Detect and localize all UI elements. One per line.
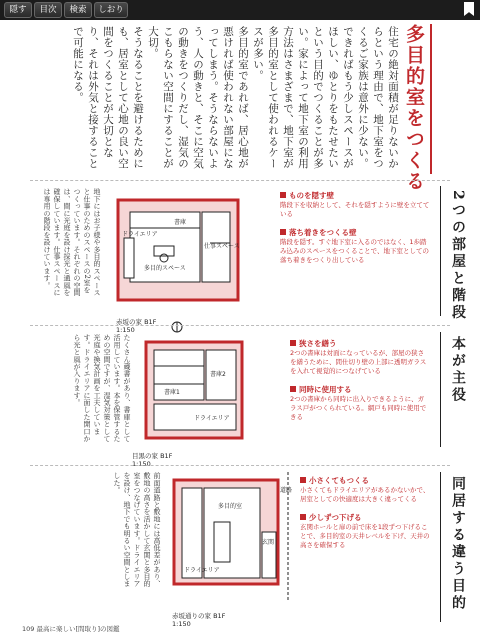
floor-plan-1	[110, 188, 260, 328]
note-body: 階段を隠す。すぐ地下室に入るのではなく、1歩踏み込みのスペースをつくることで、地下室としての落ち着きをつくり出している	[280, 238, 430, 264]
plan-caption-3	[172, 612, 225, 628]
plan3-room-label: ドライエリア	[184, 567, 220, 574]
plan2-title: 目黒の家 B1F	[132, 452, 173, 460]
page-title: 多目的室をつくる	[403, 24, 425, 192]
note-title: 同時に使用する	[290, 384, 430, 395]
section-rule	[440, 186, 441, 316]
divider	[30, 180, 450, 181]
plan1-scale: 1:150	[116, 326, 135, 334]
plan1-room-label: 仕事スペース	[204, 243, 240, 250]
reader-toolbar	[0, 0, 480, 20]
note-title: ものを隠す壁	[280, 190, 430, 201]
plan-caption-1	[116, 318, 156, 334]
intro-paragraph-2: 多目的室であれば、居心地が悪ければ使われない部屋になってしまう。そうならないよう、人の動きと、そこに空気の動きをつくりだし、湿気のこもらない空間にすることが大切。	[147, 26, 249, 169]
section-body-3: 前面道路と敷地には高低差があり、敷地の高さを活かして玄関と多目的室をつなげています。ドライエリアを設け、地下でも明るい空間としました。	[113, 472, 161, 588]
plan3-title: 赤坂通りの家 B1F	[172, 612, 226, 620]
section-rule	[440, 332, 441, 447]
intro-paragraph-3: そうなることを避けるためにも、居室として心地の良い空間をつくることが大切となり、それは外気と接すること で可能になる。	[72, 26, 144, 169]
book-page	[0, 20, 480, 640]
section-heading-1: 2つの部屋と階段	[450, 190, 466, 322]
note-title: 狭さを繕う	[290, 338, 430, 349]
heading-rule	[430, 24, 432, 174]
plan1-room-label: 多目的スペース	[144, 265, 186, 272]
section-body-1: 地下にはお子様や多目的スペースと仕事のためのスペースの2室をつくっています。それぞれの空間は、間に光庭を設け採光と通風を確保しています。仕事スペースには専用の階段を設けています。	[43, 188, 101, 296]
plan2-room-label: 書庫1	[164, 389, 180, 396]
plan2-room-label: 書庫2	[210, 371, 226, 378]
bookmark-button[interactable]: しおり	[94, 2, 128, 18]
plan3-room-label: 道路	[280, 487, 293, 494]
plan2-scale: 1:150	[132, 460, 151, 468]
note-title: 落ち着きをつくる壁	[280, 227, 430, 238]
plan3-room-label: 玄関	[262, 539, 275, 546]
plan1-room-label: ドライエリア	[122, 231, 158, 238]
divider	[30, 465, 450, 466]
note-body: 2つの書庫は対面になっているが、部屋の狭さを繕うために、間仕切り壁の上部に透明ガラスを入れて視覚的につなげている	[290, 349, 427, 375]
section-heading-3: 同居する違う目的	[450, 476, 466, 612]
section-rule	[440, 472, 441, 622]
notes-1	[280, 190, 430, 273]
note-body: 階段下を収納として、それを隠すように壁を立てている	[280, 201, 430, 218]
hide-button[interactable]: 隠す	[4, 2, 32, 18]
plan3-room-label: 多目的室	[218, 503, 243, 510]
floor-plan-3	[168, 472, 298, 612]
intro-paragraph-1: 住宅の絶対面積が足りないからという理由で、地下室をつくるご家族は意外に少ない。できればもう少しスペースがほしい、ゆとりをもたせたいという目的でつくることが多い。家によって地下室の利用方法はさまざまで、地下室が多目的室として使われるケースが多い。	[252, 26, 399, 169]
note-body: 玄関ホールと扉の前で床を1段ずつ下げることで、多目的室の天井レベルを下げ、天井の高さを確保する	[300, 523, 430, 549]
section-body-2: たくさん蔵書があり、書庫として活用しています。本を保管するための空間ですが、湿気対策として光庭や換気計画を工夫しています。ドライエリアに面した開口から光と風が入ります。	[73, 334, 131, 442]
toc-button[interactable]: 目次	[34, 2, 62, 18]
note-body: 小さくてもドライエリアがあるかないかで、居室としての快適度は大きく違ってくる	[300, 486, 430, 503]
intro-text	[60, 26, 400, 176]
plan1-room-label: 書庫	[174, 219, 187, 226]
note-title: 少しずつ下げる	[300, 512, 430, 523]
section-heading-2: 本が主役	[450, 336, 466, 404]
search-button[interactable]: 検索	[64, 2, 92, 18]
plan1-title: 赤坂の家 B1F	[116, 318, 157, 326]
note-title: 小さくてもつくる	[300, 475, 430, 486]
north-arrow-icon	[170, 320, 184, 334]
plan2-room-label: ドライエリア	[194, 415, 230, 422]
bookmark-icon[interactable]	[464, 2, 474, 16]
page-footer: 109 最高に楽しい[間取り]の図鑑	[22, 625, 120, 633]
plan3-scale: 1:150	[172, 620, 191, 628]
notes-2	[290, 338, 430, 430]
divider	[30, 325, 450, 326]
note-body: 2つの書庫から同時に出入りできるように、ガラス戸がつくられている。網戸も同時に使用できる	[290, 395, 427, 421]
notes-3	[300, 475, 430, 558]
floor-plan-2	[140, 336, 280, 456]
